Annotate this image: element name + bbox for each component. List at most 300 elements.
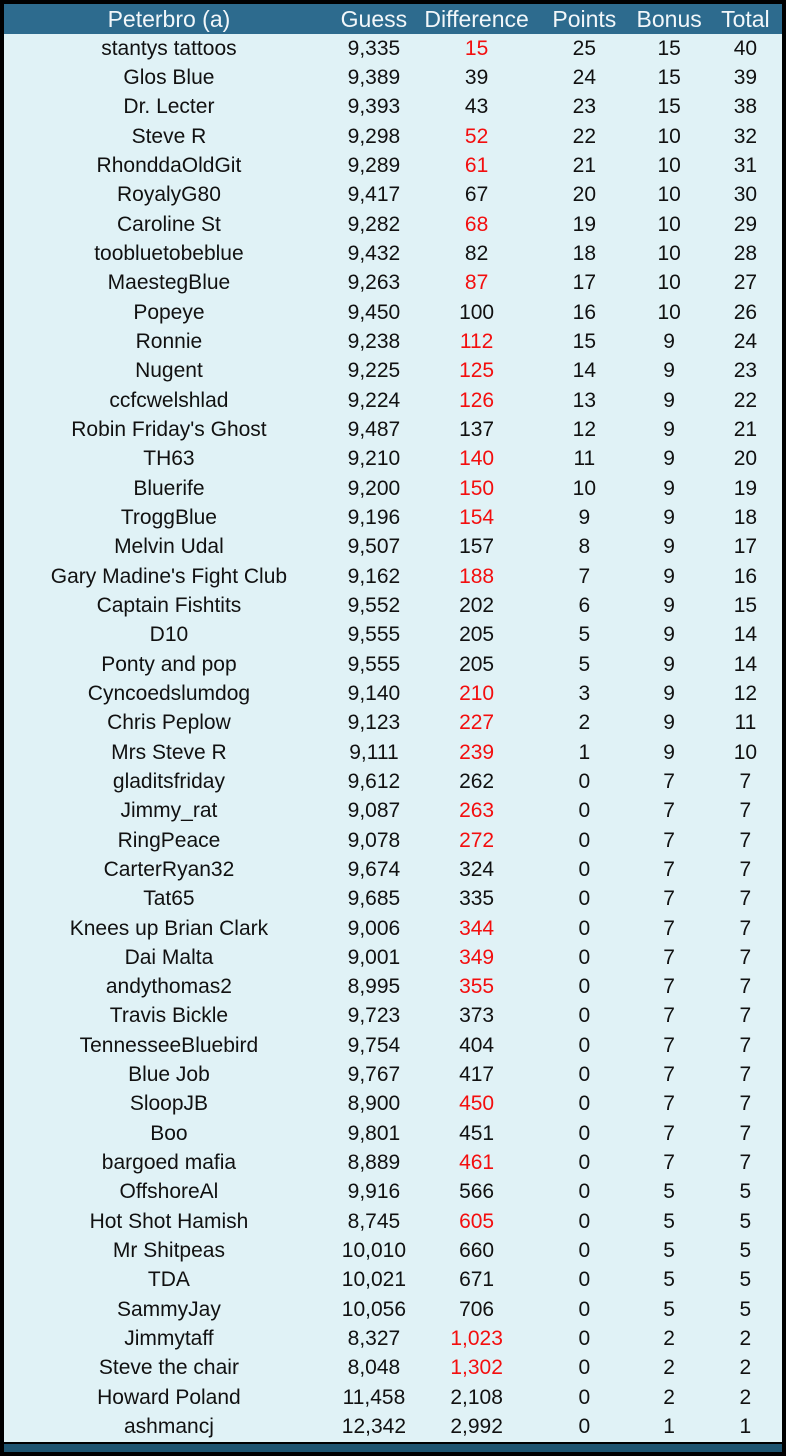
guess-value: 9,263 xyxy=(347,271,401,295)
column-header-total: Total xyxy=(721,5,770,32)
table-row xyxy=(4,151,782,180)
bonus-value: 1 xyxy=(663,1415,675,1439)
difference-value: 205 xyxy=(459,623,495,647)
bonus-value: 9 xyxy=(663,740,675,764)
table-row xyxy=(4,357,782,386)
player-name: MaestegBlue xyxy=(107,271,231,295)
total-value: 17 xyxy=(733,535,758,559)
bonus-value: 9 xyxy=(663,681,675,705)
points-value: 12 xyxy=(572,417,597,441)
difference-value: 344 xyxy=(459,916,495,940)
player-name: Popeye xyxy=(133,300,205,324)
table-row xyxy=(4,122,782,151)
table-row xyxy=(4,239,782,268)
player-name: bargoed mafia xyxy=(101,1151,237,1175)
bonus-value: 7 xyxy=(663,1063,675,1087)
guess-value: 9,389 xyxy=(347,65,401,89)
player-name: Melvin Udal xyxy=(114,535,224,559)
table-row xyxy=(4,93,782,122)
points-value: 0 xyxy=(578,1239,591,1263)
difference-value: 335 xyxy=(459,887,495,911)
difference-value: 137 xyxy=(459,417,495,441)
total-value: 29 xyxy=(733,212,758,236)
bonus-value: 9 xyxy=(663,564,675,588)
bonus-value: 9 xyxy=(663,447,675,471)
player-name: Dr. Lecter xyxy=(123,95,215,119)
points-value: 25 xyxy=(572,36,597,60)
bonus-value: 15 xyxy=(657,95,681,119)
difference-value: 112 xyxy=(459,329,494,353)
difference-value: 61 xyxy=(464,153,489,177)
guess-value: 9,507 xyxy=(347,535,401,559)
difference-value: 125 xyxy=(459,359,495,383)
player-name: Nugent xyxy=(135,359,203,383)
table-row xyxy=(4,474,782,503)
guess-value: 10,021 xyxy=(341,1268,407,1292)
table-row xyxy=(4,1295,782,1324)
points-value: 14 xyxy=(572,359,597,383)
bonus-value: 9 xyxy=(663,535,675,559)
points-value: 23 xyxy=(572,95,597,119)
guess-value: 11,458 xyxy=(342,1385,406,1409)
bonus-value: 9 xyxy=(663,417,675,441)
total-value: 24 xyxy=(733,329,758,353)
points-value: 0 xyxy=(578,1356,591,1380)
column-header-bonus: Bonus xyxy=(636,5,702,32)
guess-value: 9,685 xyxy=(347,887,401,911)
difference-value: 126 xyxy=(459,388,495,412)
bonus-value: 10 xyxy=(657,241,681,265)
total-value: 2 xyxy=(739,1327,752,1351)
bonus-value: 7 xyxy=(663,1033,675,1057)
bonus-value: 7 xyxy=(663,1151,675,1175)
bonus-value: 10 xyxy=(657,271,681,295)
points-value: 10 xyxy=(572,476,597,500)
points-value: 22 xyxy=(572,124,597,148)
guess-value: 9,417 xyxy=(347,183,401,207)
total-value: 1 xyxy=(739,1415,752,1439)
points-value: 0 xyxy=(578,1033,591,1057)
difference-value: 210 xyxy=(459,681,495,705)
bonus-value: 9 xyxy=(663,476,675,500)
player-name: Mr Shitpeas xyxy=(112,1239,225,1263)
bottom-bar xyxy=(4,1442,782,1452)
points-value: 0 xyxy=(578,1092,591,1116)
bonus-value: 2 xyxy=(663,1356,675,1380)
player-name: Ponty and pop xyxy=(101,652,237,676)
table-row xyxy=(4,1119,782,1148)
points-value: 5 xyxy=(578,652,591,676)
difference-value: 349 xyxy=(459,945,495,969)
player-name: Robin Friday's Ghost xyxy=(71,417,267,441)
difference-value: 272 xyxy=(459,828,495,852)
table-row xyxy=(4,34,782,63)
guess-value: 9,450 xyxy=(347,300,401,324)
total-value: 15 xyxy=(733,593,758,617)
points-value: 16 xyxy=(572,300,597,324)
table-row xyxy=(4,1324,782,1353)
points-value: 0 xyxy=(578,1121,591,1145)
table-row xyxy=(4,503,782,532)
points-value: 20 xyxy=(572,183,597,207)
difference-value: 373 xyxy=(459,1004,495,1028)
table-row xyxy=(4,709,782,738)
column-header-guess: Guess xyxy=(340,5,408,32)
difference-value: 660 xyxy=(459,1239,495,1263)
table-row xyxy=(4,885,782,914)
guess-value: 9,111 xyxy=(349,740,399,764)
guess-value: 9,767 xyxy=(347,1063,401,1087)
player-name: Steve the chair xyxy=(98,1356,239,1380)
bonus-value: 10 xyxy=(657,212,681,236)
points-value: 0 xyxy=(578,975,591,999)
player-name: andythomas2 xyxy=(105,975,232,999)
difference-value: 227 xyxy=(459,711,495,735)
player-name: Hot Shot Hamish xyxy=(89,1209,249,1233)
player-name: CarterRyan32 xyxy=(103,857,235,881)
total-value: 18 xyxy=(733,505,758,529)
difference-value: 1,023 xyxy=(450,1327,503,1351)
guess-value: 9,555 xyxy=(347,623,401,647)
difference-value: 262 xyxy=(459,769,495,793)
difference-value: 39 xyxy=(464,65,489,89)
bonus-value: 5 xyxy=(663,1180,675,1204)
points-value: 0 xyxy=(578,1268,591,1292)
total-value: 5 xyxy=(739,1239,752,1263)
points-value: 2 xyxy=(578,711,591,735)
bonus-value: 7 xyxy=(663,769,675,793)
guess-value: 9,723 xyxy=(347,1004,401,1028)
difference-value: 404 xyxy=(459,1033,495,1057)
bonus-value: 7 xyxy=(663,1092,675,1116)
bonus-value: 7 xyxy=(663,799,675,823)
table-row xyxy=(4,269,782,298)
difference-value: 671 xyxy=(459,1268,495,1292)
difference-value: 2,108 xyxy=(450,1385,503,1409)
bonus-value: 9 xyxy=(663,593,675,617)
difference-value: 82 xyxy=(464,241,489,265)
table-row xyxy=(4,562,782,591)
table-row xyxy=(4,973,782,1002)
player-name: Bluerife xyxy=(133,476,205,500)
guess-value: 9,140 xyxy=(347,681,401,705)
points-value: 0 xyxy=(578,1063,591,1087)
difference-value: 605 xyxy=(459,1209,495,1233)
guess-value: 9,087 xyxy=(347,799,401,823)
total-value: 22 xyxy=(733,388,758,412)
table-row xyxy=(4,621,782,650)
points-value: 3 xyxy=(578,681,591,705)
total-value: 16 xyxy=(733,564,758,588)
total-value: 32 xyxy=(733,124,758,148)
guess-value: 9,210 xyxy=(347,447,401,471)
difference-value: 68 xyxy=(464,212,489,236)
table-header-row xyxy=(4,4,782,34)
player-name: Knees up Brian Clark xyxy=(69,916,269,940)
total-value: 7 xyxy=(739,1151,752,1175)
bonus-value: 10 xyxy=(657,300,681,324)
guess-value: 9,432 xyxy=(347,241,401,265)
table-row xyxy=(4,210,782,239)
guess-value: 8,995 xyxy=(347,975,401,999)
total-value: 14 xyxy=(733,652,758,676)
table-row xyxy=(4,1207,782,1236)
bonus-value: 9 xyxy=(663,329,675,353)
player-name: D10 xyxy=(149,623,189,647)
guess-value: 9,552 xyxy=(347,593,401,617)
total-value: 7 xyxy=(739,1121,752,1145)
table-row xyxy=(4,415,782,444)
player-name: ccfcwelshlad xyxy=(109,388,229,412)
guess-value: 9,200 xyxy=(347,476,401,500)
points-value: 0 xyxy=(578,1004,591,1028)
bonus-value: 9 xyxy=(663,359,675,383)
points-value: 0 xyxy=(578,1385,591,1409)
total-value: 31 xyxy=(733,153,758,177)
table-row xyxy=(4,1236,782,1265)
points-value: 0 xyxy=(578,769,591,793)
player-name: toobluetobeblue xyxy=(94,241,244,265)
player-name: RoyalyG80 xyxy=(116,183,221,207)
difference-value: 67 xyxy=(464,183,489,207)
guess-value: 9,612 xyxy=(347,769,401,793)
points-value: 7 xyxy=(578,564,591,588)
total-value: 12 xyxy=(733,681,758,705)
points-value: 24 xyxy=(572,65,597,89)
bonus-value: 9 xyxy=(663,711,675,735)
table-row xyxy=(4,1412,782,1441)
total-value: 27 xyxy=(733,271,758,295)
guess-value: 8,327 xyxy=(347,1327,401,1351)
points-value: 0 xyxy=(578,857,591,881)
difference-value: 1,302 xyxy=(450,1356,503,1380)
table-row xyxy=(4,591,782,620)
player-name: Boo xyxy=(150,1121,188,1145)
guess-value: 9,335 xyxy=(347,36,401,60)
total-value: 26 xyxy=(733,300,758,324)
table-row xyxy=(4,943,782,972)
bonus-value: 9 xyxy=(663,505,675,529)
difference-value: 154 xyxy=(459,505,495,529)
table-row xyxy=(4,533,782,562)
table-row xyxy=(4,650,782,679)
guess-value: 10,056 xyxy=(341,1297,407,1321)
bonus-value: 10 xyxy=(657,153,681,177)
table-row xyxy=(4,1031,782,1060)
total-value: 19 xyxy=(733,476,758,500)
player-name: Howard Poland xyxy=(97,1385,241,1409)
player-name: TroggBlue xyxy=(120,505,217,529)
difference-value: 2,992 xyxy=(450,1415,503,1439)
table-row xyxy=(4,445,782,474)
difference-value: 450 xyxy=(459,1092,495,1116)
total-value: 5 xyxy=(739,1209,752,1233)
total-value: 21 xyxy=(733,417,758,441)
difference-value: 43 xyxy=(464,95,489,119)
guess-value: 8,889 xyxy=(347,1151,401,1175)
player-name: RhonddaOldGit xyxy=(96,153,242,177)
table-row xyxy=(4,797,782,826)
table-row xyxy=(4,181,782,210)
table-row xyxy=(4,1002,782,1031)
player-name: RingPeace xyxy=(117,828,221,852)
difference-value: 355 xyxy=(459,975,495,999)
player-name: TH63 xyxy=(143,447,195,471)
difference-value: 87 xyxy=(464,271,489,295)
player-name: Caroline St xyxy=(116,212,221,236)
table-row xyxy=(4,1266,782,1295)
guess-value: 9,298 xyxy=(347,124,401,148)
points-value: 21 xyxy=(572,153,597,177)
points-value: 19 xyxy=(572,212,597,236)
player-name: Ronnie xyxy=(135,329,203,353)
bonus-value: 15 xyxy=(657,36,681,60)
column-header-difference: Difference xyxy=(424,5,529,32)
guess-value: 9,801 xyxy=(347,1121,401,1145)
difference-value: 239 xyxy=(459,740,495,764)
table-row xyxy=(4,855,782,884)
bonus-value: 15 xyxy=(657,65,681,89)
player-name: SloopJB xyxy=(129,1092,209,1116)
total-value: 11 xyxy=(734,711,757,735)
table-row xyxy=(4,298,782,327)
table-row xyxy=(4,1060,782,1089)
points-value: 6 xyxy=(578,593,591,617)
table-row xyxy=(4,738,782,767)
table-body xyxy=(4,34,782,1442)
total-value: 14 xyxy=(733,623,758,647)
guess-value: 9,674 xyxy=(347,857,401,881)
guess-value: 9,754 xyxy=(347,1033,401,1057)
points-value: 0 xyxy=(578,945,591,969)
player-name: Chris Peplow xyxy=(107,711,231,735)
bonus-value: 2 xyxy=(663,1327,675,1351)
total-value: 5 xyxy=(739,1297,752,1321)
guess-value: 12,342 xyxy=(341,1415,407,1439)
table-row xyxy=(4,1354,782,1383)
bonus-value: 7 xyxy=(663,945,675,969)
bonus-value: 7 xyxy=(663,857,675,881)
guess-value: 9,238 xyxy=(347,329,401,353)
total-value: 7 xyxy=(739,857,752,881)
difference-value: 140 xyxy=(459,447,495,471)
player-name: Jimmytaff xyxy=(124,1327,214,1351)
bonus-value: 5 xyxy=(663,1297,675,1321)
column-header-name: Peterbro (a) xyxy=(107,5,231,32)
bonus-value: 7 xyxy=(663,1121,675,1145)
player-name: stantys tattoos xyxy=(101,36,237,60)
points-value: 0 xyxy=(578,828,591,852)
points-value: 0 xyxy=(578,1327,591,1351)
player-name: Cyncoedslumdog xyxy=(87,681,251,705)
difference-value: 205 xyxy=(459,652,495,676)
difference-value: 263 xyxy=(459,799,495,823)
table-row xyxy=(4,826,782,855)
points-value: 11 xyxy=(573,447,596,471)
table-row xyxy=(4,679,782,708)
guess-value: 9,001 xyxy=(347,945,401,969)
total-value: 20 xyxy=(733,447,758,471)
guess-value: 9,162 xyxy=(347,564,401,588)
points-value: 18 xyxy=(572,241,597,265)
guess-value: 9,487 xyxy=(347,417,401,441)
guess-value: 9,078 xyxy=(347,828,401,852)
table-row xyxy=(4,327,782,356)
table-row xyxy=(4,1178,782,1207)
bonus-value: 5 xyxy=(663,1239,675,1263)
player-name: ashmancj xyxy=(123,1415,214,1439)
total-value: 7 xyxy=(739,945,752,969)
guess-value: 8,048 xyxy=(347,1356,401,1380)
player-name: Gary Madine's Fight Club xyxy=(50,564,288,588)
difference-value: 100 xyxy=(459,300,495,324)
difference-value: 202 xyxy=(459,593,495,617)
guess-value: 9,006 xyxy=(347,916,401,940)
points-value: 1 xyxy=(578,740,591,764)
player-name: TDA xyxy=(147,1268,190,1292)
total-value: 7 xyxy=(739,799,752,823)
player-name: OffshoreAl xyxy=(119,1180,219,1204)
total-value: 7 xyxy=(739,975,752,999)
total-value: 23 xyxy=(733,359,758,383)
difference-value: 157 xyxy=(459,535,495,559)
bonus-value: 7 xyxy=(663,1004,675,1028)
guess-value: 9,282 xyxy=(347,212,401,236)
player-name: Jimmy_rat xyxy=(120,799,218,823)
player-name: Steve R xyxy=(131,124,207,148)
total-value: 28 xyxy=(733,241,758,265)
difference-value: 324 xyxy=(459,857,495,881)
points-value: 0 xyxy=(578,1297,591,1321)
player-name: gladitsfriday xyxy=(112,769,225,793)
total-value: 2 xyxy=(739,1385,752,1409)
total-value: 7 xyxy=(739,1004,752,1028)
difference-value: 417 xyxy=(459,1063,495,1087)
points-value: 8 xyxy=(578,535,591,559)
table-row xyxy=(4,1383,782,1412)
table-row xyxy=(4,1090,782,1119)
guess-value: 9,123 xyxy=(347,711,401,735)
player-name: Mrs Steve R xyxy=(111,740,227,764)
points-value: 15 xyxy=(572,329,597,353)
points-value: 0 xyxy=(578,1180,591,1204)
guess-value: 8,745 xyxy=(347,1209,401,1233)
difference-value: 150 xyxy=(459,476,495,500)
bonus-value: 2 xyxy=(663,1385,675,1409)
total-value: 40 xyxy=(733,36,758,60)
points-value: 0 xyxy=(578,1151,591,1175)
difference-value: 451 xyxy=(459,1121,495,1145)
points-value: 9 xyxy=(578,505,591,529)
total-value: 39 xyxy=(733,65,758,89)
total-value: 7 xyxy=(739,1092,752,1116)
bonus-value: 5 xyxy=(663,1268,675,1292)
table-row xyxy=(4,63,782,92)
bonus-value: 9 xyxy=(663,388,675,412)
points-value: 0 xyxy=(578,916,591,940)
guess-value: 9,393 xyxy=(347,95,401,119)
bonus-value: 10 xyxy=(657,124,681,148)
bonus-value: 10 xyxy=(657,183,681,207)
difference-value: 188 xyxy=(459,564,495,588)
difference-value: 461 xyxy=(459,1151,495,1175)
total-value: 5 xyxy=(739,1180,752,1204)
total-value: 7 xyxy=(739,1033,752,1057)
bonus-value: 7 xyxy=(663,916,675,940)
points-value: 5 xyxy=(578,623,591,647)
difference-value: 706 xyxy=(459,1297,495,1321)
points-value: 0 xyxy=(578,799,591,823)
